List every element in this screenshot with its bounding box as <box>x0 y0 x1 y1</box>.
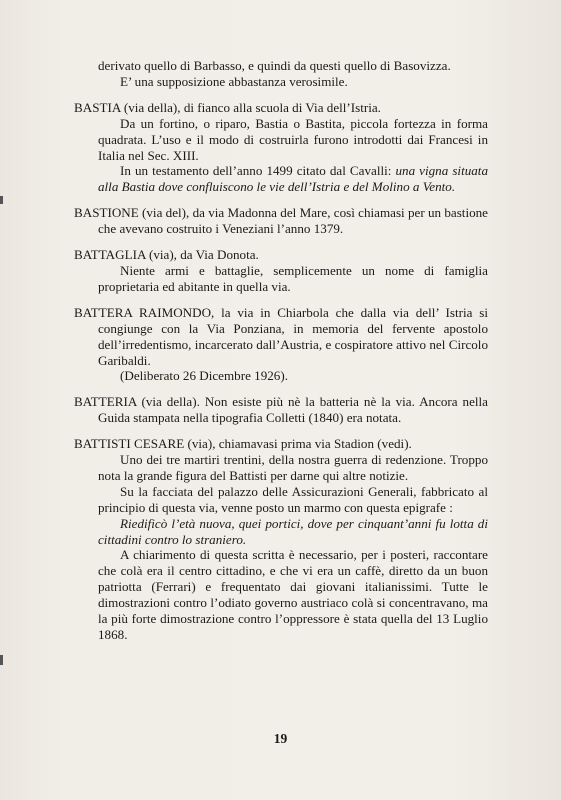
page-number: 19 <box>273 731 288 746</box>
paragraph: Niente armi e battaglie, semplicemente un nome di famiglia proprietaria ed abitante in quella via. <box>98 262 488 294</box>
paragraph: E’ una supposizione abbastanza verosimile. <box>120 73 348 89</box>
entry-battera <box>74 305 488 385</box>
paragraph: Uno dei tre martiri trentini, della nostra guerra di redenzione. Troppo nota la grande figura del Battisti per darne qui altre notizie. <box>98 452 488 483</box>
margin-mark <box>0 196 3 204</box>
entry-heading: BATTAGLIA (via), da Via Donota. <box>74 247 259 263</box>
entry-bastia <box>74 100 488 195</box>
page-body <box>74 58 488 653</box>
entry-heading: BASTIA (via della), di fianco alla scuola di Via dell’Istria. <box>74 99 381 115</box>
entry-battisti <box>74 436 488 643</box>
paragraph: derivato quello di Barbasso, e quindi da questi quello di Basovizza. <box>98 58 451 73</box>
entry-batteria <box>74 394 488 426</box>
paragraph: Da un fortino, o riparo, Bastia o Bastita, piccola fortezza in forma quadrata. L’uso e il modo di costruirla furono introdotti dai Francesi in Italia nel Sec. XIII. <box>98 115 488 163</box>
paragraph-text: In un testamento dell’anno 1499 citato dal Cavalli: <box>120 163 392 179</box>
paragraph: Su la facciata del palazzo delle Assicurazioni Generali, fabbricato al principio di questa via, venne posto un marmo con questa epigrafe : <box>98 483 488 515</box>
quotation: Riedificò l’età nuova, quei portici, dove per cinquant’anni fu lotta di cittadini contro lo straniero. <box>98 515 488 547</box>
entry-heading: BATTERA RAIMONDO, la via in Chiarbola che dalla via dell’ Istria si congiunge con la Via Ponziana, in memoria del fervente apostolo dell’irredentismo, incarcerato dall’Austria, e cospiratore attivo nel Circolo Garibaldi. <box>74 304 488 368</box>
entry-heading: BASTIONE (via del), da via Madonna del Mare, così chiamasi per un bastione che avevano costruito i Veneziani l’anno 1379. <box>74 205 488 237</box>
paragraph: A chiarimento di questa scritta è necessario, per i posteri, raccontare che colà era il centro cittadino, e che vi era un caffè, diretto da un buon patriotta (Ferrari) e frequentato dai giovani italianissimi. Tutte le dimostrazioni contro l’odiato governo austriaco colà si concentravano, ma la più forte dimostrazione contro l’oppressore è stata quella del 13 Luglio 1868. <box>98 547 488 642</box>
paragraph: (Deliberato 26 Dicembre 1926). <box>120 368 288 384</box>
entry-heading: BATTISTI CESARE (via), chiamavasi prima via Stadion (vedi). <box>74 436 412 452</box>
margin-mark <box>0 655 3 665</box>
entry-continuation <box>74 58 488 90</box>
paragraph <box>74 163 488 195</box>
entry-bastione <box>74 205 488 237</box>
entry-battaglia <box>74 247 488 295</box>
quotation: una vigna situata alla Bastia dove confluiscono le vie dell’Istria e del Molino a Vento. <box>98 163 488 195</box>
entry-heading: BATTERIA (via della). Non esiste più nè la batteria nè la via. Ancora nella Guida stampata nella tipografia Colletti (1840) era notata. <box>74 394 488 426</box>
